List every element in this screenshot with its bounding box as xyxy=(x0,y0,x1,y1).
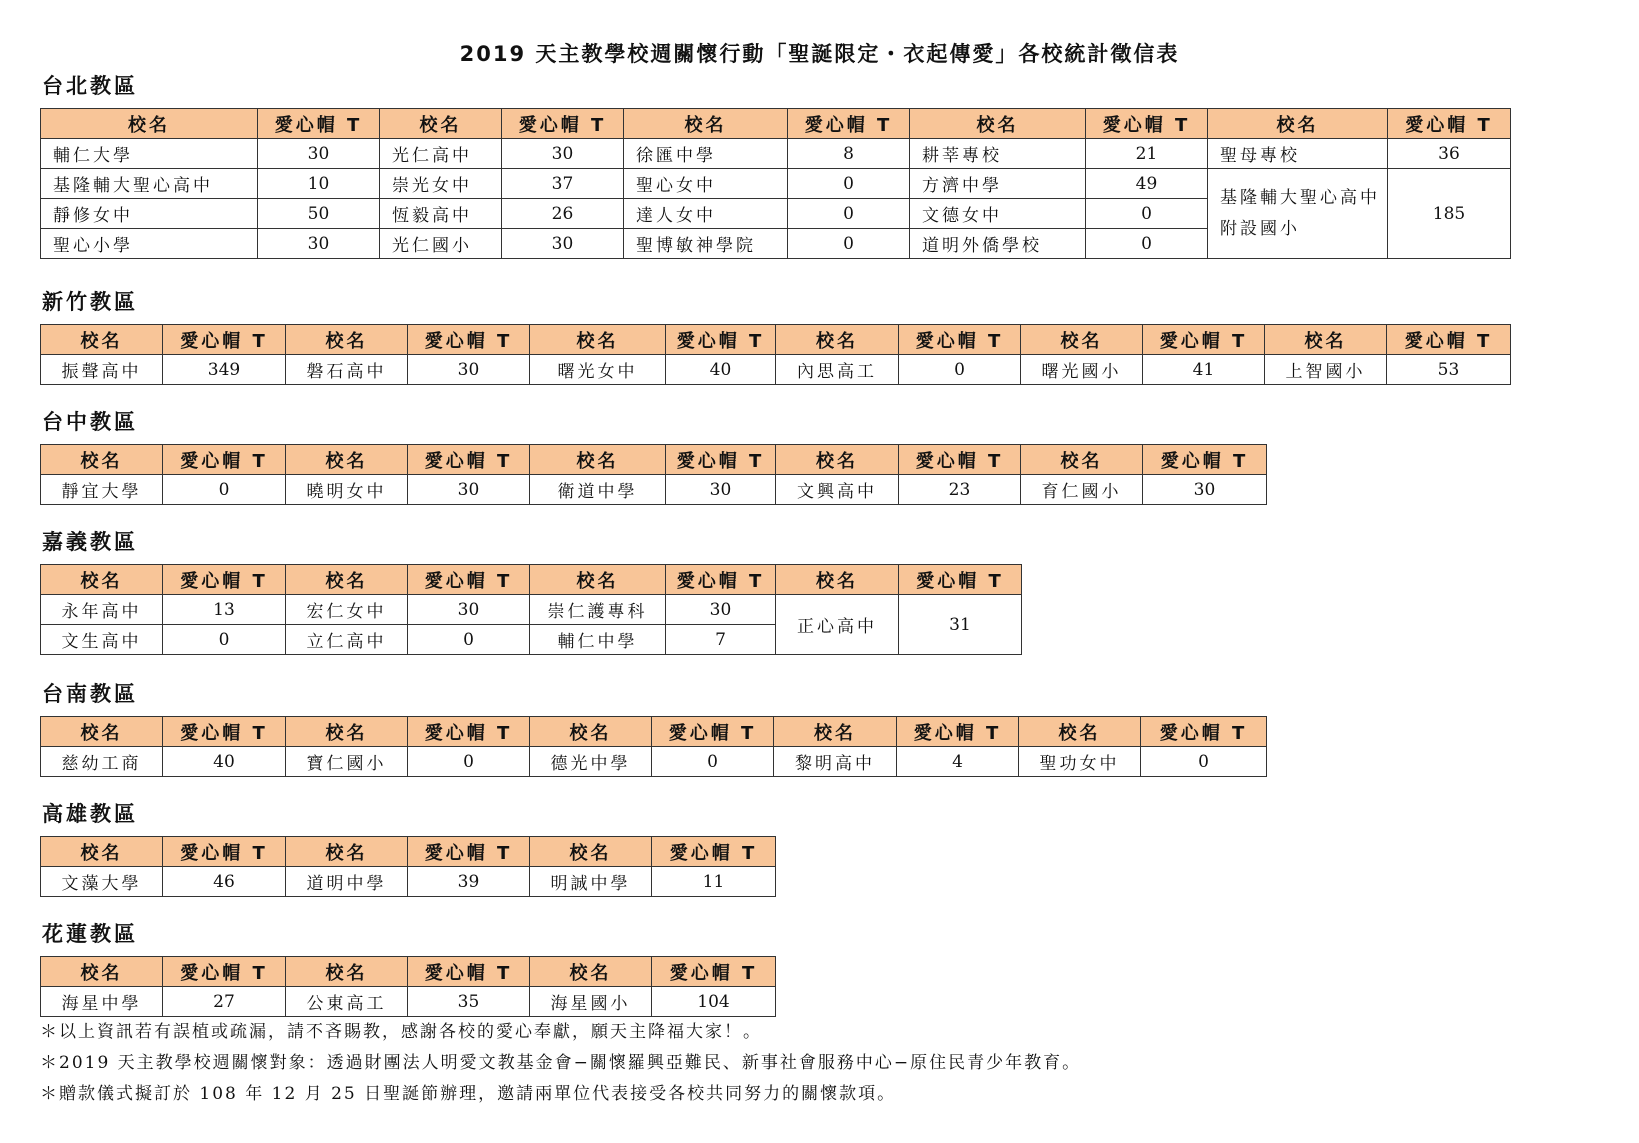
header-qty: 愛心帽 T xyxy=(899,565,1022,595)
table-tainan xyxy=(40,716,1267,777)
table-header-row xyxy=(41,109,1511,139)
header-qty: 愛心帽 T xyxy=(1388,109,1511,139)
header-name: 校名 xyxy=(41,109,258,139)
school-name: 曉明女中 xyxy=(286,475,408,505)
header-name: 校名 xyxy=(1208,109,1388,139)
school-name: 上智國小 xyxy=(1265,355,1387,385)
table-row xyxy=(41,355,1511,385)
footnote: ＊贈款儀式擬訂於 108 年 12 月 25 日聖誕節辦理，邀請兩單位代表接受各校共同努力的關懷款項。 xyxy=(40,1084,897,1104)
school-name: 德光中學 xyxy=(530,747,652,777)
school-name: 聖心女中 xyxy=(624,169,788,199)
school-name: 慈幼工商 xyxy=(41,747,163,777)
header-name: 校名 xyxy=(530,957,652,987)
school-qty: 49 xyxy=(1086,169,1208,199)
school-qty: 11 xyxy=(652,867,776,897)
school-name: 曙光國小 xyxy=(1021,355,1143,385)
table-row xyxy=(41,139,1511,169)
header-name: 校名 xyxy=(286,445,408,475)
header-qty: 愛心帽 T xyxy=(408,445,530,475)
school-name: 靜修女中 xyxy=(41,199,258,229)
header-name: 校名 xyxy=(41,445,163,475)
header-qty: 愛心帽 T xyxy=(163,445,286,475)
school-name: 文德女中 xyxy=(910,199,1086,229)
header-qty: 愛心帽 T xyxy=(1086,109,1208,139)
header-name: 校名 xyxy=(286,565,408,595)
school-qty: 30 xyxy=(408,475,530,505)
header-name: 校名 xyxy=(41,957,163,987)
school-name: 光仁國小 xyxy=(380,229,502,259)
school-name: 宏仁女中 xyxy=(286,595,408,625)
header-qty: 愛心帽 T xyxy=(408,837,530,867)
school-qty: 50 xyxy=(258,199,380,229)
table-row xyxy=(41,987,776,1017)
school-name: 文興高中 xyxy=(776,475,899,505)
table-taichung xyxy=(40,444,1267,505)
school-qty: 0 xyxy=(408,747,530,777)
school-name: 振聲高中 xyxy=(41,355,163,385)
school-name: 徐匯中學 xyxy=(624,139,788,169)
school-name: 聖母專校 xyxy=(1208,139,1388,169)
header-name: 校名 xyxy=(380,109,502,139)
school-qty: 30 xyxy=(502,139,624,169)
school-qty: 0 xyxy=(1141,747,1267,777)
header-qty: 愛心帽 T xyxy=(408,565,530,595)
header-qty: 愛心帽 T xyxy=(652,837,776,867)
header-name: 校名 xyxy=(776,325,899,355)
merged-school-name: 正心高中 xyxy=(776,595,899,655)
table-taipei xyxy=(40,108,1511,259)
school-name: 輔仁中學 xyxy=(530,625,666,655)
header-qty: 愛心帽 T xyxy=(258,109,380,139)
header-name: 校名 xyxy=(910,109,1086,139)
school-name: 公東高工 xyxy=(286,987,408,1017)
header-name: 校名 xyxy=(41,717,163,747)
table-row xyxy=(41,169,1511,199)
school-name: 立仁高中 xyxy=(286,625,408,655)
header-name: 校名 xyxy=(286,957,408,987)
merged-school-name: 基隆輔大聖心高中附設國小 xyxy=(1208,169,1388,259)
header-name: 校名 xyxy=(1021,445,1143,475)
header-qty: 愛心帽 T xyxy=(502,109,624,139)
region-title-taipei: 台北教區 xyxy=(42,74,138,98)
school-qty: 27 xyxy=(163,987,286,1017)
header-qty: 愛心帽 T xyxy=(408,717,530,747)
school-qty: 13 xyxy=(163,595,286,625)
school-name: 達人女中 xyxy=(624,199,788,229)
school-qty: 0 xyxy=(788,199,910,229)
school-qty: 30 xyxy=(502,229,624,259)
school-qty: 0 xyxy=(163,625,286,655)
school-name: 文藻大學 xyxy=(41,867,163,897)
header-qty: 愛心帽 T xyxy=(899,325,1021,355)
school-name: 海星國小 xyxy=(530,987,652,1017)
header-name: 校名 xyxy=(530,445,666,475)
school-name: 崇光女中 xyxy=(380,169,502,199)
school-qty: 39 xyxy=(408,867,530,897)
school-name: 明誠中學 xyxy=(530,867,652,897)
footnote: ＊以上資訊若有誤植或疏漏，請不吝賜教，感謝各校的愛心奉獻，願天主降福大家！。 xyxy=(40,1022,762,1042)
school-qty: 0 xyxy=(408,625,530,655)
header-qty: 愛心帽 T xyxy=(408,957,530,987)
merged-school-qty: 185 xyxy=(1388,169,1511,259)
table-chiayi xyxy=(40,564,1022,655)
header-name: 校名 xyxy=(286,717,408,747)
header-qty: 愛心帽 T xyxy=(666,445,776,475)
header-qty: 愛心帽 T xyxy=(163,717,286,747)
school-qty: 30 xyxy=(666,595,776,625)
school-name: 道明外僑學校 xyxy=(910,229,1086,259)
header-qty: 愛心帽 T xyxy=(788,109,910,139)
school-name: 光仁高中 xyxy=(380,139,502,169)
header-name: 校名 xyxy=(41,565,163,595)
header-qty: 愛心帽 T xyxy=(897,717,1019,747)
school-name: 內思高工 xyxy=(776,355,899,385)
table-header-row xyxy=(41,325,1511,355)
school-qty: 0 xyxy=(788,229,910,259)
header-qty: 愛心帽 T xyxy=(1141,717,1267,747)
header-name: 校名 xyxy=(41,837,163,867)
header-qty: 愛心帽 T xyxy=(666,565,776,595)
header-qty: 愛心帽 T xyxy=(652,957,776,987)
header-qty: 愛心帽 T xyxy=(163,325,286,355)
school-name: 育仁國小 xyxy=(1021,475,1143,505)
school-name: 聖博敏神學院 xyxy=(624,229,788,259)
school-qty: 0 xyxy=(652,747,774,777)
region-title-hsinchu: 新竹教區 xyxy=(42,290,138,314)
header-name: 校名 xyxy=(624,109,788,139)
school-qty: 40 xyxy=(666,355,776,385)
school-qty: 37 xyxy=(502,169,624,199)
school-qty: 7 xyxy=(666,625,776,655)
school-name: 文生高中 xyxy=(41,625,163,655)
school-name: 永年高中 xyxy=(41,595,163,625)
table-header-row xyxy=(41,565,1022,595)
table-row xyxy=(41,595,1022,625)
school-qty: 21 xyxy=(1086,139,1208,169)
school-name: 寶仁國小 xyxy=(286,747,408,777)
school-qty: 23 xyxy=(899,475,1021,505)
region-title-hualien: 花蓮教區 xyxy=(42,922,138,946)
region-title-tainan: 台南教區 xyxy=(42,682,138,706)
school-qty: 30 xyxy=(408,355,530,385)
school-name: 衛道中學 xyxy=(530,475,666,505)
header-name: 校名 xyxy=(530,837,652,867)
header-name: 校名 xyxy=(774,717,897,747)
region-title-taichung: 台中教區 xyxy=(42,410,138,434)
table-hualien xyxy=(40,956,776,1017)
school-qty: 26 xyxy=(502,199,624,229)
header-qty: 愛心帽 T xyxy=(899,445,1021,475)
header-qty: 愛心帽 T xyxy=(1143,445,1267,475)
merged-school-qty: 31 xyxy=(899,595,1022,655)
school-qty: 30 xyxy=(408,595,530,625)
header-qty: 愛心帽 T xyxy=(1143,325,1265,355)
school-qty: 4 xyxy=(897,747,1019,777)
header-name: 校名 xyxy=(530,325,666,355)
header-name: 校名 xyxy=(530,565,666,595)
table-row xyxy=(41,475,1267,505)
school-name: 輔仁大學 xyxy=(41,139,258,169)
header-name: 校名 xyxy=(286,837,408,867)
page-title: 2019 天主教學校週關懷行動「聖誕限定・衣起傳愛」各校統計徵信表 xyxy=(459,42,1180,66)
table-header-row xyxy=(41,717,1267,747)
header-qty: 愛心帽 T xyxy=(163,565,286,595)
school-qty: 0 xyxy=(1086,199,1208,229)
table-kaohsiung xyxy=(40,836,776,897)
school-qty: 0 xyxy=(899,355,1021,385)
footnote: ＊2019 天主教學校週關懷對象：透過財團法人明愛文教基金會−關懷羅興亞難民、新事社會服務中心−原住民青少年教育。 xyxy=(40,1053,1082,1073)
table-hsinchu xyxy=(40,324,1511,385)
school-qty: 30 xyxy=(258,139,380,169)
school-qty: 104 xyxy=(652,987,776,1017)
school-name: 耕莘專校 xyxy=(910,139,1086,169)
school-name: 海星中學 xyxy=(41,987,163,1017)
region-title-kaohsiung: 高雄教區 xyxy=(42,802,138,826)
school-name: 方濟中學 xyxy=(910,169,1086,199)
school-name: 曙光女中 xyxy=(530,355,666,385)
school-qty: 36 xyxy=(1388,139,1511,169)
header-qty: 愛心帽 T xyxy=(1387,325,1511,355)
school-qty: 30 xyxy=(666,475,776,505)
school-qty: 46 xyxy=(163,867,286,897)
school-qty: 349 xyxy=(163,355,286,385)
table-header-row xyxy=(41,445,1267,475)
header-name: 校名 xyxy=(530,717,652,747)
school-name: 磐石高中 xyxy=(286,355,408,385)
header-qty: 愛心帽 T xyxy=(408,325,530,355)
header-name: 校名 xyxy=(1019,717,1141,747)
school-qty: 8 xyxy=(788,139,910,169)
school-qty: 53 xyxy=(1387,355,1511,385)
school-name: 聖心小學 xyxy=(41,229,258,259)
table-row xyxy=(41,867,776,897)
header-name: 校名 xyxy=(41,325,163,355)
school-name: 道明中學 xyxy=(286,867,408,897)
school-qty: 0 xyxy=(1086,229,1208,259)
table-header-row xyxy=(41,837,776,867)
table-row xyxy=(41,747,1267,777)
school-qty: 0 xyxy=(163,475,286,505)
school-name: 聖功女中 xyxy=(1019,747,1141,777)
school-qty: 10 xyxy=(258,169,380,199)
school-qty: 40 xyxy=(163,747,286,777)
school-name: 基隆輔大聖心高中 xyxy=(41,169,258,199)
school-name: 黎明高中 xyxy=(774,747,897,777)
school-qty: 30 xyxy=(1143,475,1267,505)
header-name: 校名 xyxy=(1265,325,1387,355)
footnotes xyxy=(40,1017,1081,1110)
header-name: 校名 xyxy=(286,325,408,355)
school-name: 恆毅高中 xyxy=(380,199,502,229)
school-qty: 35 xyxy=(408,987,530,1017)
header-name: 校名 xyxy=(776,445,899,475)
school-qty: 41 xyxy=(1143,355,1265,385)
region-title-chiayi: 嘉義教區 xyxy=(42,530,138,554)
header-qty: 愛心帽 T xyxy=(666,325,776,355)
table-header-row xyxy=(41,957,776,987)
header-name: 校名 xyxy=(1021,325,1143,355)
school-name: 靜宜大學 xyxy=(41,475,163,505)
school-name: 崇仁護專科 xyxy=(530,595,666,625)
school-qty: 30 xyxy=(258,229,380,259)
header-qty: 愛心帽 T xyxy=(163,837,286,867)
school-qty: 0 xyxy=(788,169,910,199)
header-qty: 愛心帽 T xyxy=(163,957,286,987)
header-qty: 愛心帽 T xyxy=(652,717,774,747)
header-name: 校名 xyxy=(776,565,899,595)
